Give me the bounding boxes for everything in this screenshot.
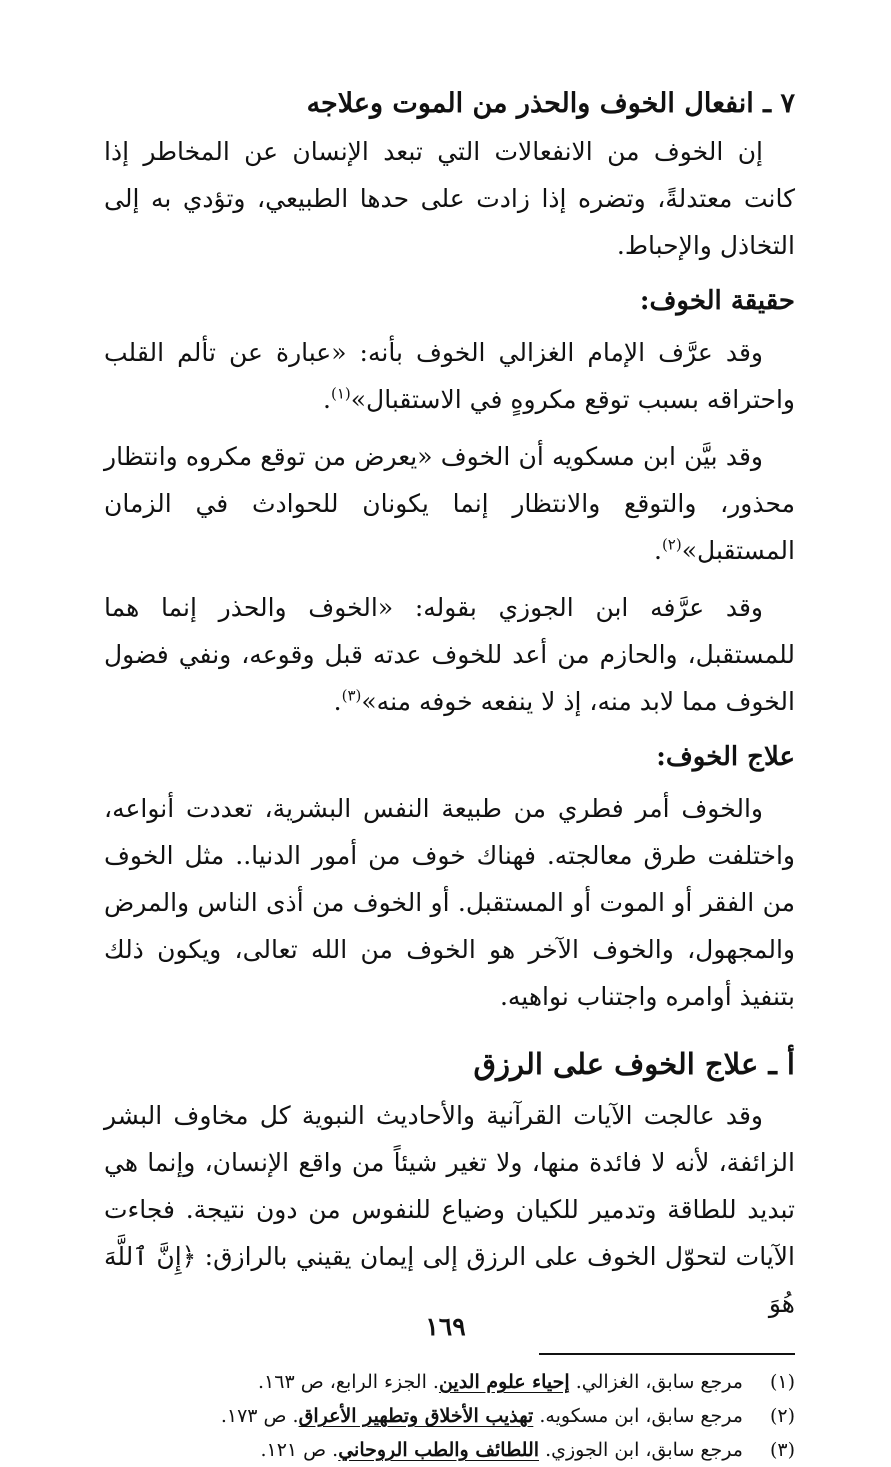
footnotes [104,1365,795,1467]
paragraph-miskawayh-text: وقد بيَّن ابن مسكويه أن الخوف «يعرض من توقع مكروه وانتظار محذور، والتوقع والانتظار إنما يكونان للحوادث في الزمان المستقبل» [104,442,795,565]
footnote-source: مرجع سابق، ابن مسكويه. [539,1405,743,1427]
paragraph-miskawayh-end: . [653,536,662,565]
footnote-book-title: إحياء علوم الدين [438,1371,570,1393]
paragraph-ghazali-end: . [323,385,331,414]
footnote-number: (١) [769,1371,795,1393]
paragraph-jawzi [104,584,795,725]
footnote-page: . الجزء الرابع، ص ١٦٣. [258,1371,439,1393]
footnote-ref-2: (٢) [661,535,682,554]
paragraph-jawzi-end: . [333,687,342,716]
footnote-number: (٢) [769,1405,795,1427]
footnote-ref-3: (٣) [341,686,362,705]
intro-paragraph: إن الخوف من الانفعالات التي تبعد الإنسان عن المخاطر إذا كانت معتدلةً، وتضره إذا زادت على حدها الطبيعي، وتؤدي به إلى التخاذل والإحباط. [104,137,795,260]
footnote-2 [104,1399,795,1433]
section-title-fear-definition: حقيقة الخوف: [639,286,795,316]
paragraph-jawzi-text: وقد عرَّفه ابن الجوزي بقوله: «الخوف والحذر إنما هما للمستقبل، والحازم من أعد للخوف عدته قبل وقوعه، ونفي فضول الخوف مما لابد منه، إذ لا ينفعه خوفه منه» [104,593,795,716]
paragraph-miskawayh [104,433,795,574]
footnote-source: مرجع سابق، الغزالي. [575,1371,743,1393]
footnote-divider [539,1353,795,1355]
footnote-page: . ص ١٢١. [260,1439,339,1461]
footnote-ref-1: (١) [330,384,351,403]
paragraph-rizq: وقد عالجت الآيات القرآنية والأحاديث النبوية كل مخاوف البشر الزائفة، لأنه لا فائدة منها، ولا تغير شيئاً من واقع الإنسان، وإنما هي تبديد للطاقة وتدمير للكيان وضياع للنفوس من دون نتيجة. فجاءت الآيات لتحوّل الخوف على الرزق إلى إيمان يقيني بالرازق: ﴿إِنَّ ٱللَّهَ هُوَ [104,1101,795,1318]
section-title-rizq: أ ـ علاج الخوف على الرزق [473,1047,795,1081]
paragraph-ghazali [104,329,795,423]
chapter-heading: ٧ ـ انفعال الخوف والحذر من الموت وعلاجه [306,88,795,119]
footnote-1 [104,1365,795,1399]
footnote-book-title: تهذيب الأخلاق وتطهير الأعراق [298,1405,534,1427]
footnote-source: مرجع سابق، ابن الجوزي. [545,1439,743,1461]
footnote-page: . ص ١٧٣. [220,1405,299,1427]
paragraph-treatment: والخوف أمر فطري من طبيعة النفس البشرية، تعددت أنواعه، واختلفت طرق معالجته. فهناك خوف من أمور الدنيا.. مثل الخوف من الفقر أو الموت أو المستقبل. أو الخوف من أذى الناس والمرض والمجهول، والخوف الآخر هو الخوف من الله تعالى، ويكون ذلك بتنفيذ أوامره واجتناب نواهيه. [104,794,795,1011]
footnote-book-title: اللطائف والطب الروحاني [338,1439,540,1461]
page-number: ١٦٩ [425,1312,466,1341]
footnote-number: (٣) [769,1439,795,1461]
footnote-3 [104,1433,795,1467]
paragraph-ghazali-text: وقد عرَّف الإمام الغزالي الخوف بأنه: «عبارة عن تألم القلب واحتراقه بسبب توقع مكروهٍ في الاستقبال» [104,338,795,414]
section-title-fear-treatment: علاج الخوف: [656,742,795,772]
